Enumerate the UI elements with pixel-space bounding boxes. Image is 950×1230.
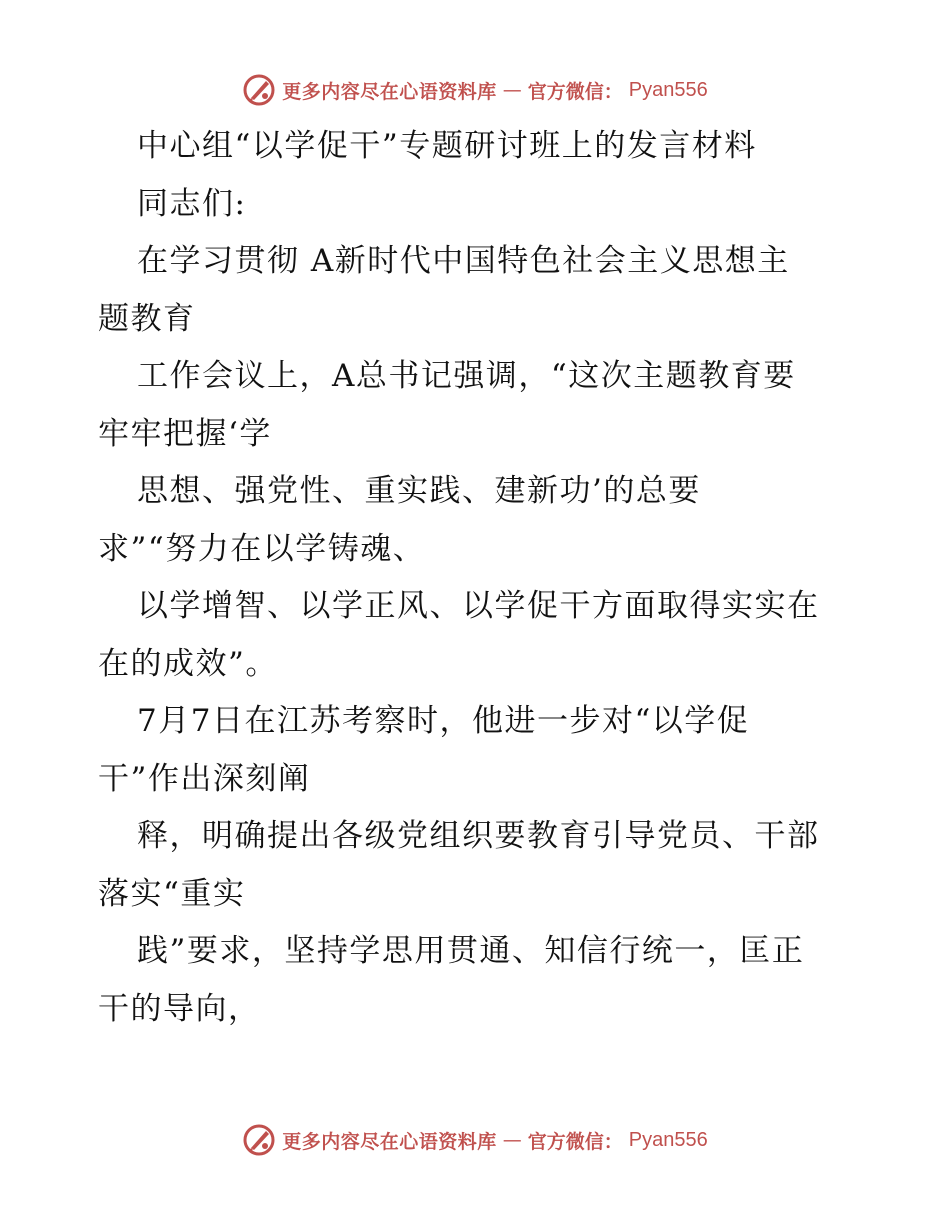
paragraph-line: 在的成效”。 — [98, 645, 278, 682]
quill-pen-logo-icon — [242, 73, 276, 107]
header-banner — [0, 70, 950, 110]
banner-content — [242, 1123, 708, 1157]
banner-separator: — — [502, 1129, 522, 1151]
salutation: 同志们: — [137, 185, 247, 222]
banner-main-text: 更多内容尽在心语资料库 — [282, 80, 497, 103]
banner-account-id: Pyan556 — [628, 78, 708, 101]
banner-account-id: Pyan556 — [628, 1128, 708, 1151]
banner-content — [242, 73, 708, 107]
paragraph-line: 以学增智、以学正风、以学促干方面取得实实在 — [137, 588, 820, 624]
paragraph-line: 落实“重实 — [98, 875, 246, 912]
paragraph-line: 在学习贯彻 A新时代中国特色社会主义思想主 — [137, 243, 790, 279]
paragraph-line: 工作会议上，A总书记强调，“这次主题教育要 — [137, 358, 796, 394]
paragraph-line: 思想、强党性、重实践、建新功’的总要 — [137, 473, 701, 509]
document-title: 中心组“以学促干”专题研讨班上的发言材料 — [137, 128, 757, 164]
paragraph-line: 践”要求，坚持学思用贯通、知信行统一，匡正 — [137, 933, 805, 969]
banner-main-text: 更多内容尽在心语资料库 — [282, 1130, 497, 1153]
quill-pen-logo-icon — [242, 1123, 276, 1157]
paragraph-line: 7月7日在江苏考察时，他进一步对“以学促 — [137, 703, 750, 739]
banner-official-label: 官方微信： — [527, 1130, 623, 1153]
banner-separator: — — [502, 79, 522, 101]
paragraph-line: 释，明确提出各级党组织要教育引导党员、干部 — [137, 818, 820, 854]
document-body — [98, 118, 858, 1038]
banner-official-label: 官方微信： — [527, 80, 623, 103]
paragraph-line: 题教育 — [98, 300, 196, 337]
footer-banner — [0, 1120, 950, 1160]
paragraph-line: 干的导向， — [98, 990, 261, 1027]
paragraph-line: 干”作出深刻阐 — [98, 760, 311, 797]
paragraph-line: 牢牢把握‘学 — [98, 415, 272, 452]
paragraph-line: 求”“努力在以学铸魂、 — [98, 530, 426, 567]
